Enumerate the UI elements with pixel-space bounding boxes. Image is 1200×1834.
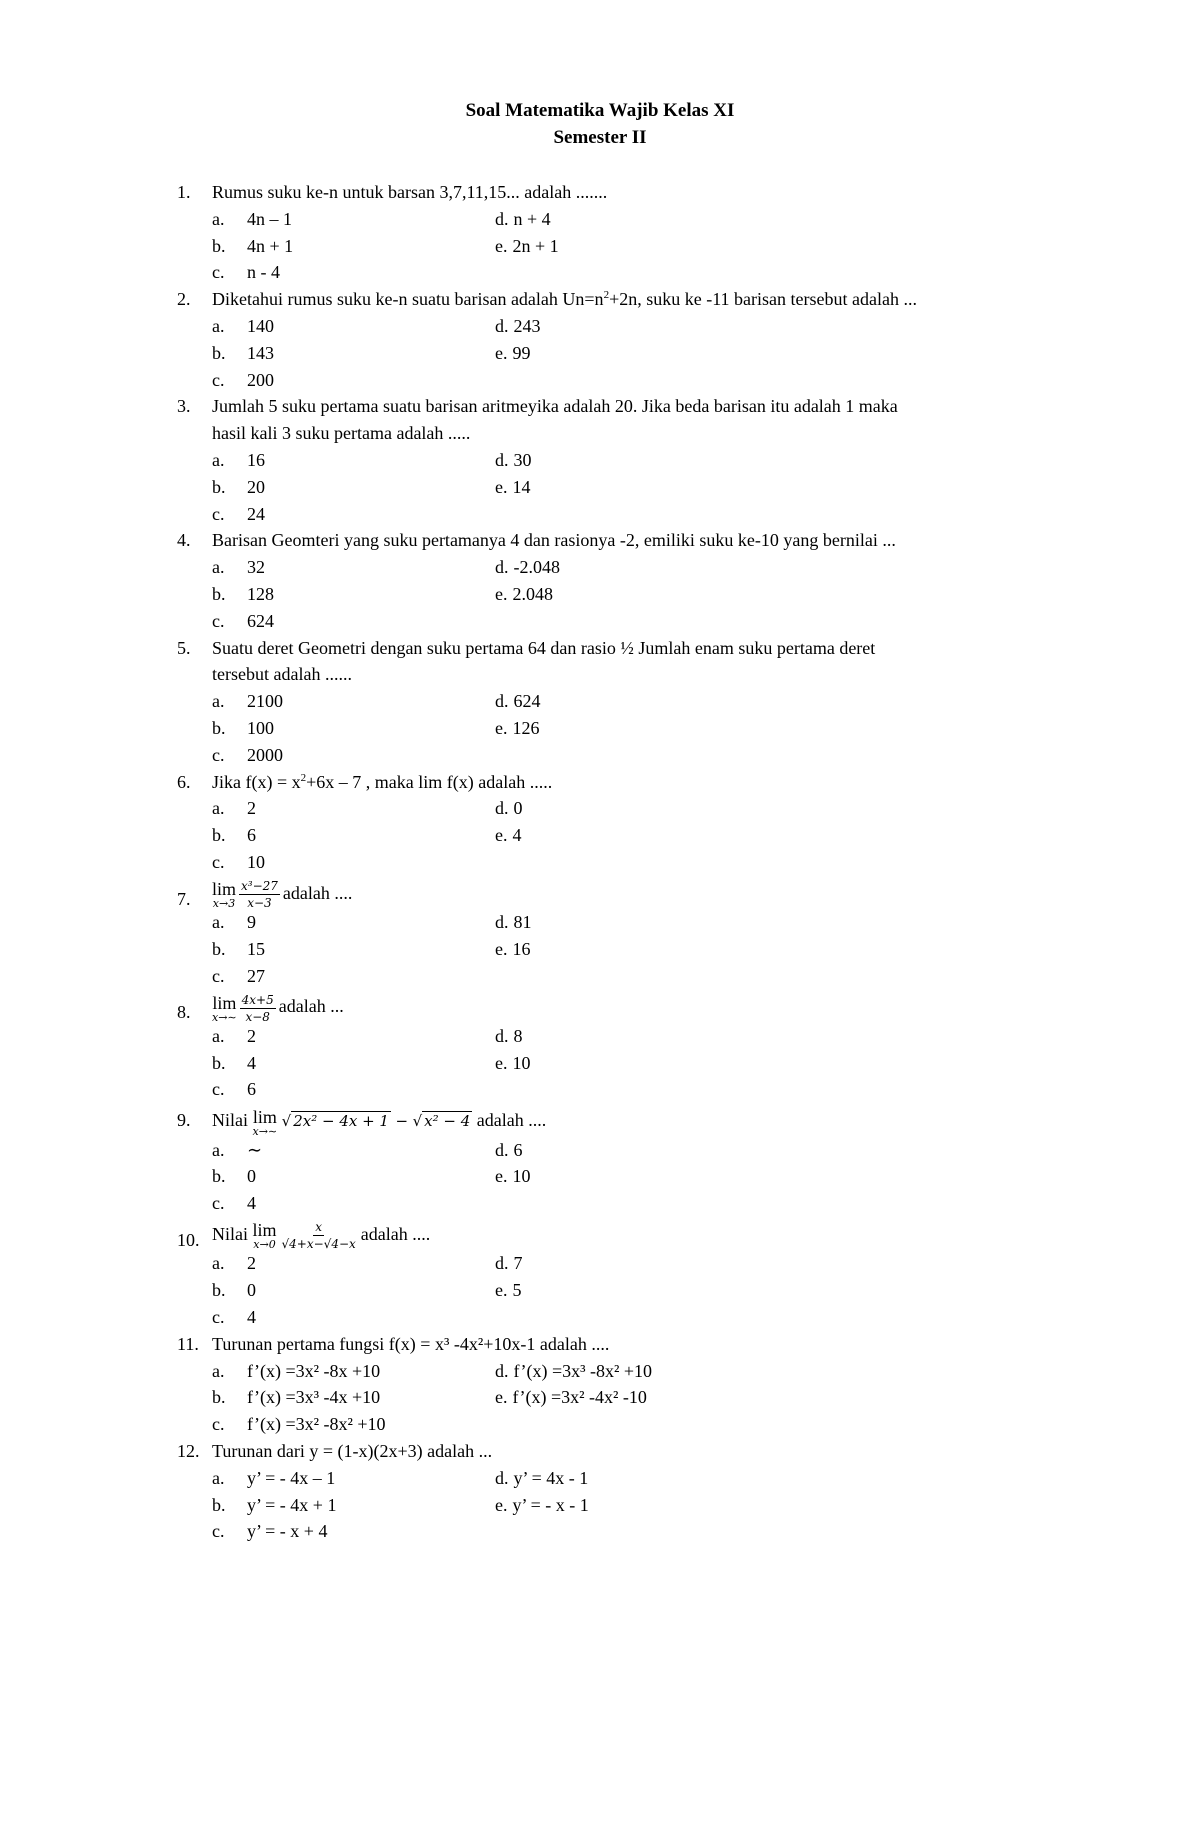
limit-word: lim — [252, 1220, 277, 1241]
option-letter: a. — [212, 912, 225, 933]
question-number: 6. — [177, 771, 191, 792]
option-letter: e. — [495, 1494, 508, 1515]
option-letter: c. — [212, 1193, 225, 1214]
option-letter: d. — [495, 557, 509, 578]
option-text: 2 — [247, 798, 256, 819]
option-letter: c. — [212, 262, 225, 283]
question-text — [212, 286, 1057, 313]
option-letter: e. — [495, 1280, 508, 1301]
options — [212, 313, 1057, 393]
question-text — [212, 993, 1057, 1022]
fraction-denominator: √4+x−√4−x — [281, 1237, 356, 1252]
option-text: 24 — [247, 503, 265, 524]
option-text: 2000 — [247, 744, 283, 765]
question-text-part: adalah .... — [360, 1224, 431, 1245]
option-letter: b. — [212, 235, 226, 256]
question-11 — [177, 1331, 1057, 1438]
option-text: 2 — [247, 1025, 256, 1046]
option-text: 4n + 1 — [247, 235, 294, 256]
question-text-part: adalah .... — [282, 882, 353, 903]
option-letter: c. — [212, 1414, 225, 1435]
option-text: 243 — [513, 315, 541, 336]
limit-subscript: x→∼ — [252, 1124, 278, 1138]
limit-expression — [212, 880, 236, 909]
options — [212, 1023, 1057, 1103]
fraction — [280, 1221, 358, 1250]
option-letter: d. — [495, 1025, 509, 1046]
option-text: 6 — [513, 1139, 523, 1160]
options — [212, 554, 1057, 634]
question-text — [212, 769, 1057, 796]
option-text: 81 — [513, 912, 532, 933]
limit-subscript: x→3 — [212, 897, 236, 911]
question-number: 5. — [177, 637, 191, 658]
option-letter: c. — [212, 610, 225, 631]
option-letter: b. — [212, 583, 226, 604]
question-9 — [177, 1107, 1057, 1217]
option-text: 6 — [247, 825, 256, 846]
option-letter: b. — [212, 1387, 226, 1408]
option-text: 2100 — [247, 691, 283, 712]
option-letter: c. — [212, 1306, 225, 1327]
question-number: 10. — [177, 1230, 200, 1251]
option-text: 16 — [512, 938, 531, 959]
question-text-part: adalah .... — [476, 1110, 547, 1131]
option-text: 10 — [512, 1166, 531, 1187]
option-text: 200 — [247, 369, 274, 390]
question-text-part: adalah ... — [278, 996, 344, 1017]
option-letter: a. — [212, 315, 225, 336]
question-1 — [177, 179, 1057, 286]
question-6 — [177, 769, 1057, 876]
option-text: 624 — [513, 691, 541, 712]
fraction-numerator: x³−27 — [241, 879, 278, 894]
question-text: Turunan pertama fungsi f(x) = x³ -4x²+10x-1 adalah .... — [212, 1333, 610, 1354]
option-text: 126 — [512, 717, 540, 738]
option-text: 9 — [247, 912, 256, 933]
option-text: 15 — [247, 938, 265, 959]
question-number: 11. — [177, 1333, 199, 1354]
option-text: 0 — [247, 1280, 256, 1301]
question-text-part: +2n, suku ke -11 barisan tersebut adalah ... — [609, 289, 917, 310]
option-text: 0 — [247, 1166, 256, 1187]
option-text: f’(x) =3x² -8x² +10 — [247, 1414, 386, 1435]
option-letter: e. — [495, 825, 508, 846]
option-letter: c. — [212, 851, 225, 872]
option-text: 32 — [247, 557, 265, 578]
option-text: 100 — [247, 717, 274, 738]
option-letter: b. — [212, 1494, 226, 1515]
option-letter: c. — [212, 965, 225, 986]
option-letter: a. — [212, 1360, 225, 1381]
option-text: 140 — [247, 315, 274, 336]
option-letter: e. — [495, 1166, 508, 1187]
radical-expression-1: √ 2x² − 4x + 1 — [281, 1112, 389, 1131]
option-text: 624 — [247, 610, 274, 631]
options — [212, 909, 1057, 989]
question-list — [177, 179, 1057, 1545]
question-number: 9. — [177, 1110, 191, 1131]
option-text: 0 — [513, 798, 523, 819]
option-text: 6 — [247, 1079, 256, 1100]
options — [212, 688, 1057, 768]
option-letter: a. — [212, 1025, 225, 1046]
option-text: 4 — [512, 825, 522, 846]
question-text-part: Nilai — [212, 1110, 248, 1131]
fraction-numerator: x — [315, 1220, 323, 1235]
option-letter: e. — [495, 1052, 508, 1073]
options — [212, 1465, 1057, 1545]
option-letter: d. — [495, 1253, 509, 1274]
question-number: 8. — [177, 1002, 191, 1023]
question-12 — [177, 1438, 1057, 1545]
question-4 — [177, 527, 1057, 634]
question-text: Turunan dari y = (1-x)(2x+3) adalah ... — [212, 1440, 493, 1461]
question-8 — [177, 993, 1057, 1103]
option-text: 128 — [247, 583, 274, 604]
question-text-part: +6x – 7 , maka lim f(x) adalah ..... — [306, 771, 553, 792]
option-text: n + 4 — [513, 208, 551, 229]
fraction-denominator: x−8 — [245, 1009, 270, 1024]
options — [212, 447, 1057, 527]
option-letter: a. — [212, 557, 225, 578]
option-letter: a. — [212, 449, 225, 470]
question-text: Rumus suku ke-n untuk barsan 3,7,11,15... adalah ....... — [212, 182, 608, 202]
option-text: 2.048 — [512, 583, 553, 604]
option-text: 7 — [513, 1253, 523, 1274]
question-text: hasil kali 3 suku pertama adalah ..... — [212, 423, 471, 444]
limit-expression — [212, 994, 237, 1023]
option-letter: d. — [495, 798, 509, 819]
question-text — [212, 1107, 1057, 1136]
question-number: 2. — [177, 289, 191, 310]
options — [212, 795, 1057, 875]
question-text — [212, 1221, 1057, 1250]
option-letter: b. — [212, 1052, 226, 1073]
question-5 — [177, 635, 1057, 769]
option-letter: d. — [495, 208, 509, 229]
option-letter: e. — [495, 583, 508, 604]
option-text: f’(x) =3x² -4x² -10 — [512, 1387, 647, 1408]
fraction-numerator: 4x+5 — [241, 992, 274, 1007]
limit-subscript: x→∼ — [212, 1010, 237, 1024]
option-text: y’ = - x - 1 — [512, 1494, 589, 1515]
option-letter: c. — [212, 369, 225, 390]
option-text: 27 — [247, 965, 265, 986]
option-letter: d. — [495, 912, 509, 933]
question-number: 4. — [177, 530, 191, 551]
option-letter: b. — [212, 938, 226, 959]
limit-subscript: x→0 — [253, 1238, 276, 1252]
fraction-denominator: x−3 — [247, 896, 272, 911]
page-subtitle: Semester II — [553, 127, 647, 148]
option-text: f’(x) =3x³ -8x² +10 — [513, 1360, 653, 1381]
question-10 — [177, 1221, 1057, 1331]
option-text: 30 — [513, 449, 532, 470]
option-letter: b. — [212, 1166, 226, 1187]
option-letter: a. — [212, 1139, 225, 1160]
option-letter: a. — [212, 1253, 225, 1274]
question-text-part: Diketahui rumus suku ke-n suatu barisan adalah Un=n — [212, 289, 604, 310]
limit-word: lim — [212, 879, 237, 900]
question-7 — [177, 880, 1057, 990]
radicand: 2x² − 4x + 1 — [293, 1112, 389, 1131]
minus-sign: − — [395, 1112, 409, 1131]
option-text: 8 — [513, 1025, 523, 1046]
question-text-part: Nilai — [212, 1224, 248, 1245]
option-text: f’(x) =3x³ -4x +10 — [247, 1387, 381, 1408]
option-text: 10 — [512, 1052, 531, 1073]
limit-word: lim — [212, 992, 237, 1013]
option-letter: d. — [495, 1467, 509, 1488]
option-letter: c. — [212, 1079, 225, 1100]
option-text: y’ = - x + 4 — [247, 1521, 328, 1542]
limit-expression — [253, 1108, 278, 1137]
option-letter: a. — [212, 208, 225, 229]
option-letter: e. — [495, 476, 508, 497]
option-letter: e. — [495, 1387, 508, 1408]
option-letter: b. — [212, 717, 226, 738]
option-letter: c. — [212, 503, 225, 524]
radical-expression-2: √ x² − 4 — [412, 1112, 471, 1131]
option-text: n - 4 — [247, 262, 280, 283]
radicand: x² − 4 — [424, 1112, 471, 1131]
option-letter: d. — [495, 449, 509, 470]
option-letter: d. — [495, 1139, 509, 1160]
option-text: 99 — [512, 342, 531, 363]
question-number: 7. — [177, 888, 191, 909]
question-text — [212, 880, 1057, 909]
option-text: 4 — [247, 1193, 256, 1214]
option-text: ∼ — [247, 1139, 263, 1160]
option-text: 143 — [247, 342, 274, 363]
question-text-part: Jika f(x) = x — [212, 771, 301, 792]
option-letter: e. — [495, 342, 508, 363]
options — [212, 1358, 1057, 1438]
options — [212, 1137, 1057, 1217]
question-number: 3. — [177, 396, 191, 417]
option-text: 5 — [512, 1280, 522, 1301]
question-number: 1. — [177, 182, 191, 202]
option-letter: d. — [495, 691, 509, 712]
option-letter: c. — [212, 744, 225, 765]
option-letter: d. — [495, 315, 509, 336]
question-text: tersebut adalah ...... — [212, 664, 352, 685]
option-letter: e. — [495, 717, 508, 738]
option-text: 4 — [247, 1052, 256, 1073]
page-title: Soal Matematika Wajib Kelas XI — [465, 100, 735, 121]
option-text: y’ = 4x - 1 — [513, 1467, 589, 1488]
option-text: 2n + 1 — [512, 235, 559, 256]
option-letter: b. — [212, 476, 226, 497]
option-text: 16 — [247, 449, 265, 470]
question-text: Jumlah 5 suku pertama suatu barisan aritmeyika adalah 20. Jika beda barisan itu adalah 1 maka — [212, 396, 898, 417]
option-letter: e. — [495, 938, 508, 959]
option-text: 14 — [512, 476, 531, 497]
limit-expression — [253, 1221, 277, 1250]
fraction — [240, 994, 276, 1023]
limit-word: lim — [252, 1106, 277, 1127]
options — [212, 1250, 1057, 1330]
question-text: Barisan Geomteri yang suku pertamanya 4 dan rasionya -2, emiliki suku ke-10 yang bernilai ... — [212, 530, 896, 551]
superscript: 2 — [300, 771, 307, 784]
question-number: 12. — [177, 1440, 200, 1461]
option-letter: b. — [212, 825, 226, 846]
option-letter: d. — [495, 1360, 509, 1381]
option-text: 20 — [247, 476, 265, 497]
option-text: 4 — [247, 1306, 256, 1327]
option-letter: c. — [212, 1521, 225, 1542]
fraction — [239, 880, 280, 909]
superscript: 2 — [603, 289, 610, 302]
option-text: 10 — [247, 851, 265, 872]
question-text: Suatu deret Geometri dengan suku pertama 64 dan rasio ½ Jumlah enam suku pertama deret — [212, 637, 876, 658]
option-letter: b. — [212, 342, 226, 363]
option-text: -2.048 — [513, 557, 560, 578]
option-letter: e. — [495, 235, 508, 256]
option-text: y’ = - 4x – 1 — [247, 1467, 336, 1488]
option-letter: b. — [212, 1280, 226, 1301]
question-3 — [177, 393, 1057, 527]
option-letter: a. — [212, 798, 225, 819]
option-text: 2 — [247, 1253, 256, 1274]
option-letter: a. — [212, 1467, 225, 1488]
question-2 — [177, 286, 1057, 393]
option-text: f’(x) =3x² -8x +10 — [247, 1360, 381, 1381]
option-text: y’ = - 4x + 1 — [247, 1494, 337, 1515]
option-text: 4n – 1 — [247, 208, 292, 229]
option-letter: a. — [212, 691, 225, 712]
options — [212, 206, 1057, 286]
